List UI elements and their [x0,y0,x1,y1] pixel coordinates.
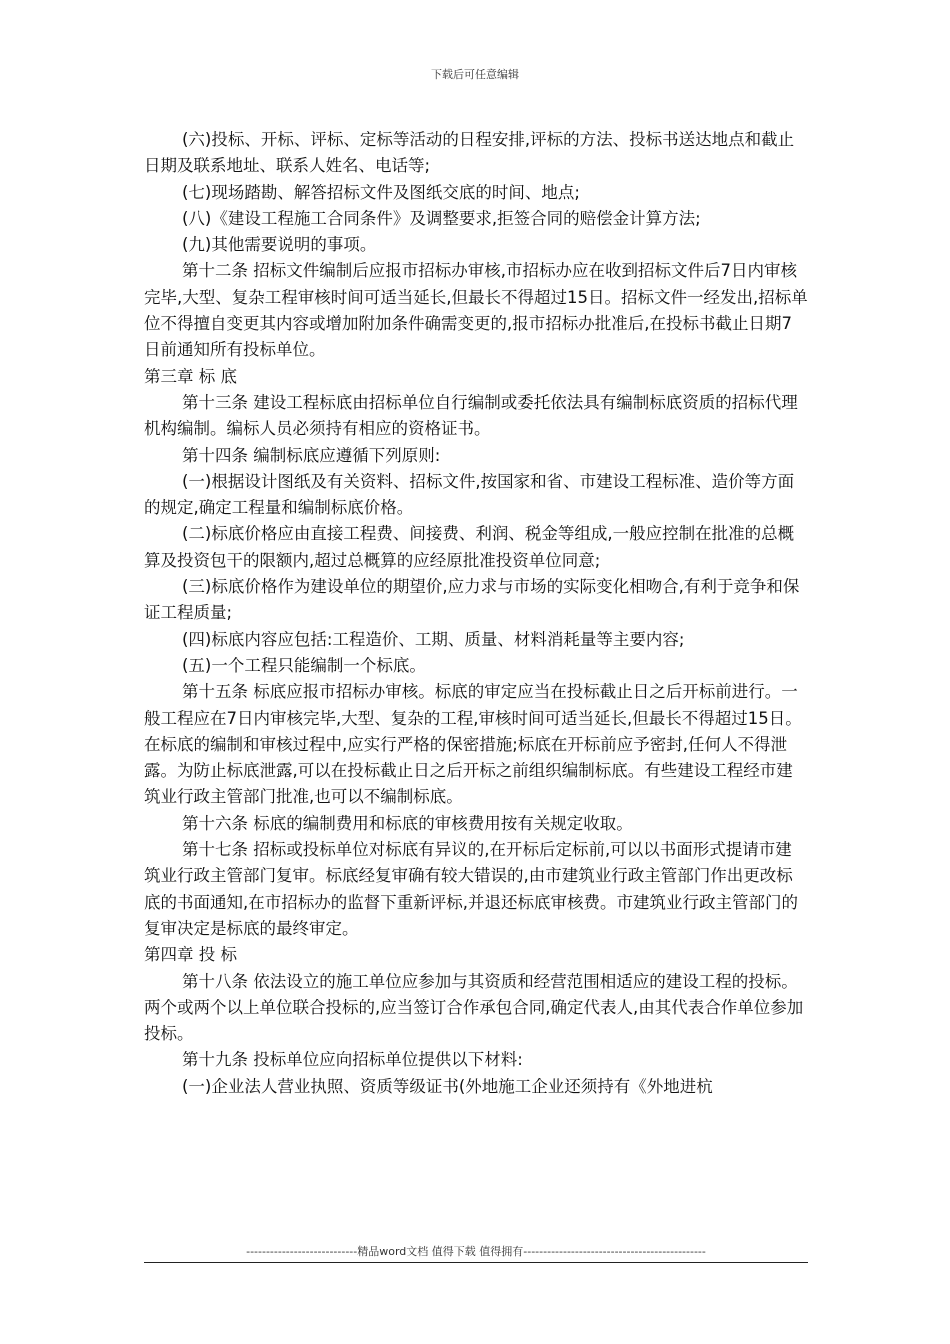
paragraph: (七)现场踏勘、解答招标文件及图纸交底的时间、地点; [182,182,580,202]
paragraph: (一)根据设计图纸及有关资料、招标文件,按国家和省、市建设工程标准、造价等方面的规定,确定工程量和编制标底价格。 [144,471,795,518]
paragraph: 第十六条 标底的编制费用和标底的审核费用按有关规定收取。 [182,813,633,833]
paragraph: (一)企业法人营业执照、资质等级证书(外地施工企业还须持有《外地进杭 [182,1076,713,1096]
footer-divider [144,1262,808,1263]
paragraph: 第十七条 招标或投标单位对标底有异议的,在开标后定标前,可以以书面形式提请市建筑业行政主管部门复审。标底经复审确有较大错误的,由市建筑业行政主管部门作出更改标底的书面通知,在市招标办的监督下重新评标,并退还标底审核费。市建筑业行政主管部门的复审决定是标底的最终审定。 [144,840,798,938]
paragraph: (五)一个工程只能编制一个标底。 [182,655,426,675]
chapter-heading: 第四章 投 标 [144,945,237,965]
paragraph: 第十五条 标底应报市招标办审核。标底的审定应当在投标截止日之后开标前进行。一般工程应在7日内审核完毕,大型、复杂的工程,审核时间可适当延长,但最长不得超过15日。在标底的编制和审核过程中,应实行严格的保密措施;标底在开标前应予密封,任何人不得泄露。为防止标底泄露,可以在投标截止日之后开标之前组织编制标底。有些建设工程经市建筑业行政主管部门批准,也可以不编制标底。 [144,682,802,807]
paragraph: (六)投标、开标、评标、定标等活动的日程安排,评标的方法、投标书送达地点和截止日期及联系地址、联系人姓名、电话等; [144,130,795,176]
paragraph: (四)标底内容应包括:工程造价、工期、质量、材料消耗量等主要内容; [182,629,685,649]
paragraph: 第十二条 招标文件编制后应报市招标办审核,市招标办应在收到招标文件后7日内审核完毕,大型、复杂工程审核时间可适当延长,但最长不得超过15日。招标文件一经发出,招标单位不得擅自变更其内容或增加附加条件确需变更的,报市招标办批准后,在投标书截止日期7日前通知所有投标单位。 [144,261,808,360]
paragraph: 第十三条 建设工程标底由招标单位自行编制或委托依法具有编制标底资质的招标代理机构编制。编标人员必须持有相应的资格证书。 [144,392,798,439]
paragraph: (三)标底价格作为建设单位的期望价,应力求与市场的实际变化相吻合,有利于竞争和保证工程质量; [144,577,800,623]
page-header: 下载后可任意编辑 [431,68,519,81]
paragraph: (二)标底价格应由直接工程费、间接费、利润、税金等组成,一般应控制在批准的总概算及投资包干的限额内,超过总概算的应经原批准投资单位同意; [144,524,795,570]
document-body [144,127,808,1100]
paragraph: (九)其他需要说明的事项。 [182,235,377,255]
paragraph: 第十八条 依法设立的施工单位应参加与其资质和经营范围相适应的建设工程的投标。两个或两个以上单位联合投标的,应当签订合作承包合同,确定代表人,由其代表合作单位参加投标。 [144,971,804,1044]
paragraph: (八)《建设工程施工合同条件》及调整要求,拒签合同的赔偿金计算方法; [182,208,701,228]
page-footer: ----------------------------精品word文档 值得下载 值得拥有---------------------------------------------- [246,1245,706,1258]
paragraph: 第十九条 投标单位应向招标单位提供以下材料: [182,1050,523,1070]
paragraph: 第十四条 编制标底应遵循下列原则: [182,445,441,465]
chapter-heading: 第三章 标 底 [144,366,237,386]
